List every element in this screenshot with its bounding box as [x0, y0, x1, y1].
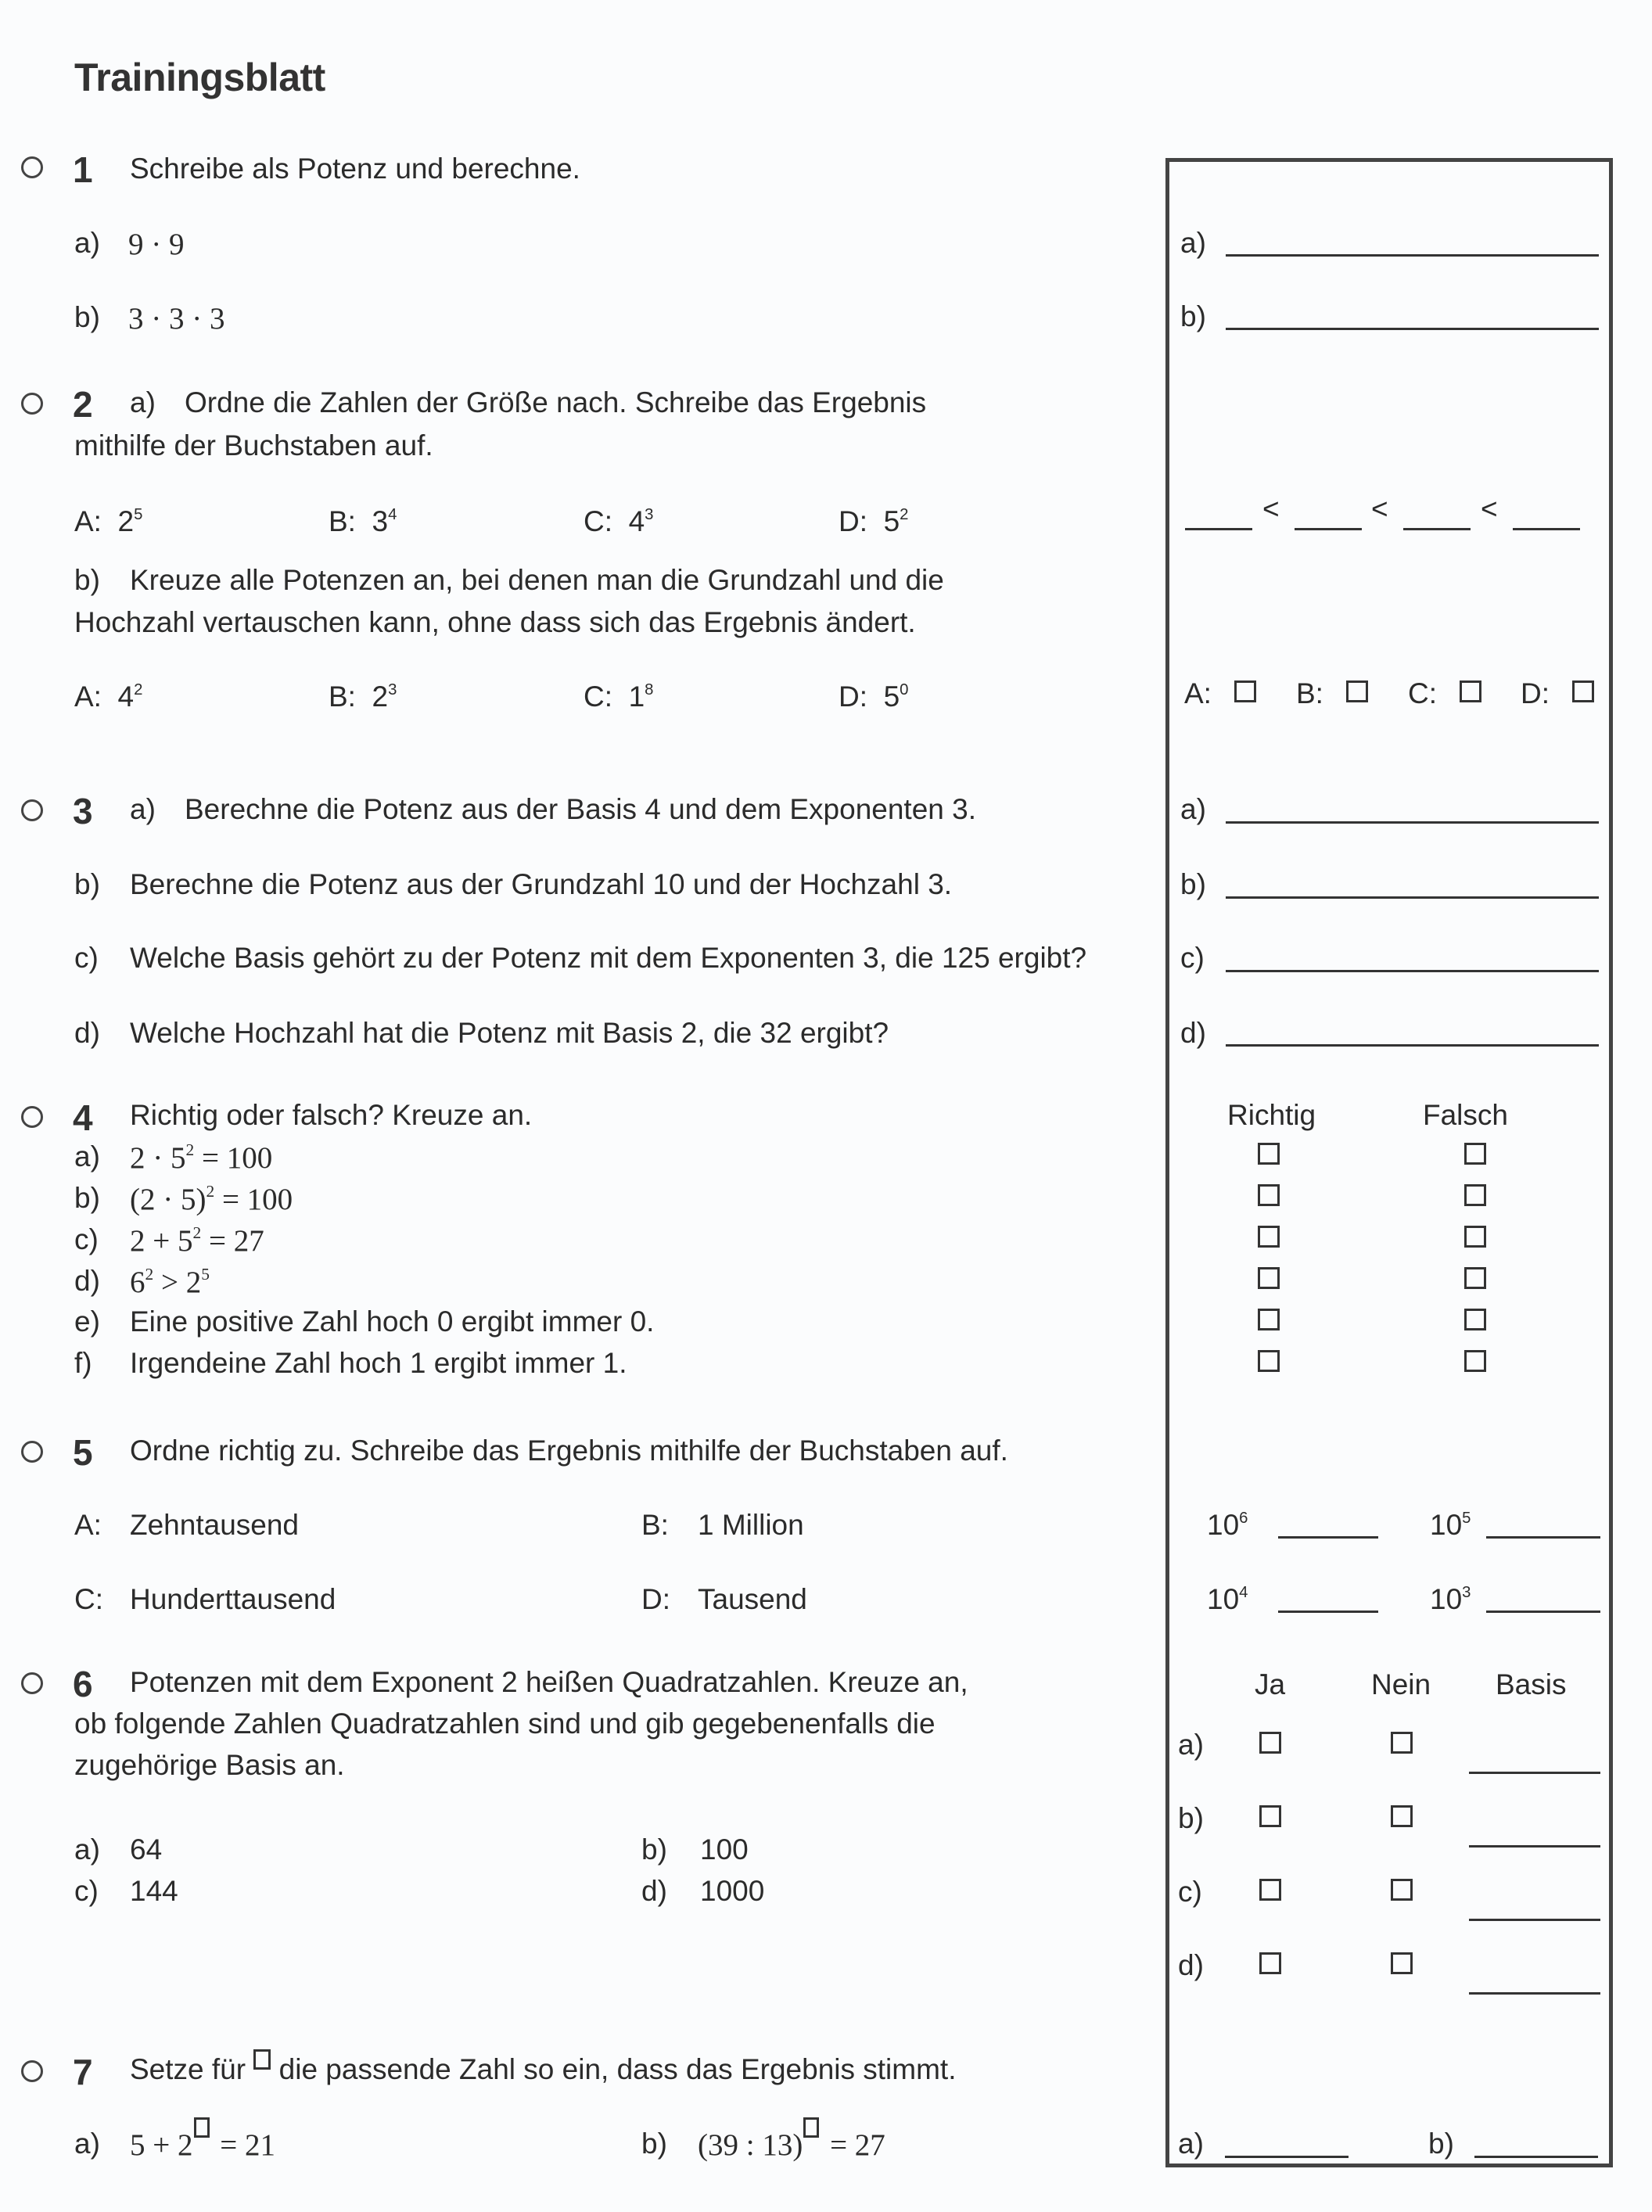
- column-header-falsch: Falsch: [1423, 1099, 1508, 1131]
- task-6d-nein-checkbox[interactable]: [1391, 1952, 1413, 1974]
- task-4b-label: b): [74, 1182, 100, 1214]
- task-4f-falsch-checkbox[interactable]: [1464, 1350, 1486, 1372]
- task-1a-label: a): [74, 227, 100, 259]
- answer-7a-field[interactable]: [1225, 2156, 1349, 2158]
- task-3c-text: Welche Basis gehört zu der Potenz mit dem Exponenten 3, die 125 ergibt?: [130, 942, 1087, 974]
- answer-3b-field[interactable]: [1226, 896, 1599, 899]
- task-6b-value: 100: [700, 1833, 749, 1865]
- order-slot-1[interactable]: [1185, 528, 1252, 530]
- answer-2b-label-b: B:: [1296, 677, 1323, 709]
- task-4e-text: Eine positive Zahl hoch 0 ergibt immer 0.: [130, 1305, 655, 1338]
- answer-3d-label: d): [1180, 1017, 1206, 1049]
- task-7-checkbox-circle[interactable]: [21, 2060, 43, 2082]
- task-2a-option-b: B: $3^4$: [329, 505, 397, 537]
- answer-1b-field[interactable]: [1226, 328, 1599, 330]
- answer-2b-checkbox-a[interactable]: [1234, 680, 1256, 702]
- task-2a-label: a): [130, 386, 156, 418]
- task-2b-option-c: C: $1^8$: [584, 680, 654, 713]
- task-5-option-d-text: Tausend: [698, 1583, 807, 1615]
- task-6c-label: c): [74, 1875, 99, 1907]
- task-4e-falsch-checkbox[interactable]: [1464, 1309, 1486, 1330]
- answer-2b-checkbox-b[interactable]: [1346, 680, 1368, 702]
- task-6c-value: 144: [130, 1875, 178, 1907]
- task-4f-text: Irgendeine Zahl hoch 1 ergibt immer 1.: [130, 1347, 627, 1379]
- task-2-number: 2: [73, 384, 93, 425]
- answer-7b-field[interactable]: [1474, 2156, 1598, 2158]
- answer-3c-label: c): [1180, 942, 1205, 974]
- task-6d-basis-field[interactable]: [1469, 1992, 1600, 1995]
- task-2a-option-d: D: $5^2$: [839, 505, 909, 537]
- task-6d-label: d): [641, 1875, 667, 1907]
- task-2-checkbox-circle[interactable]: [21, 393, 43, 415]
- column-header-basis: Basis: [1496, 1668, 1567, 1700]
- task-6b-basis-field[interactable]: [1469, 1845, 1600, 1848]
- task-5-option-c-text: Hunderttausend: [130, 1583, 336, 1615]
- task-4b-richtig-checkbox[interactable]: [1258, 1184, 1280, 1206]
- answer-box: [1165, 158, 1613, 2167]
- task-3-checkbox-circle[interactable]: [21, 799, 43, 821]
- task-7b-label: b): [641, 2128, 667, 2160]
- task-1b-expr: 3 · 3 · 3: [128, 302, 225, 336]
- task-4c-expr: $2 + 5^2 = 27$: [130, 1223, 264, 1258]
- task-5-checkbox-circle[interactable]: [21, 1441, 43, 1463]
- power-10-6: $10^6$: [1207, 1509, 1248, 1541]
- task-6b-ja-checkbox[interactable]: [1259, 1805, 1281, 1827]
- task-3d-text: Welche Hochzahl hat die Potenz mit Basis 2, die 32 ergibt?: [130, 1017, 889, 1049]
- task-4-checkbox-circle[interactable]: [21, 1106, 43, 1128]
- placeholder-box-icon: [253, 2049, 271, 2070]
- answer-5-power5-field[interactable]: [1486, 1536, 1600, 1539]
- task-6-text-line2: ob folgende Zahlen Quadratzahlen sind und gib gegebenenfalls die: [74, 1707, 936, 1740]
- task-6a-basis-field[interactable]: [1469, 1772, 1600, 1774]
- answer-7b-label: b): [1428, 2128, 1454, 2160]
- column-header-ja: Ja: [1255, 1668, 1286, 1700]
- task-1-number: 1: [73, 149, 93, 190]
- task-6c-basis-field[interactable]: [1469, 1919, 1600, 1921]
- task-7a-label: a): [74, 2128, 100, 2160]
- page-title: Trainingsblatt: [74, 56, 325, 99]
- task-3-number: 3: [73, 791, 93, 831]
- task-3b-text: Berechne die Potenz aus der Grundzahl 10 und der Hochzahl 3.: [130, 868, 953, 900]
- task-2a-text-line2: mithilfe der Buchstaben auf.: [74, 429, 433, 461]
- less-than-2: <: [1371, 493, 1388, 525]
- task-5-option-b-letter: B:: [641, 1509, 669, 1541]
- task-4a-expr: $2 \cdot 5^2 = 100$: [130, 1140, 273, 1175]
- answer-2b-label-c: C:: [1408, 677, 1437, 709]
- task-2b-option-d: D: $5^0$: [839, 680, 909, 713]
- task-4e-richtig-checkbox[interactable]: [1258, 1309, 1280, 1330]
- answer-1a-field[interactable]: [1226, 254, 1599, 257]
- column-header-nein: Nein: [1371, 1668, 1431, 1700]
- power-10-3: $10^3$: [1430, 1583, 1471, 1615]
- task-5-option-a-letter: A:: [74, 1509, 102, 1541]
- answer-1b-label: b): [1180, 300, 1206, 332]
- task-1-instruction: Schreibe als Potenz und berechne.: [130, 153, 580, 185]
- task-6d-value: 1000: [700, 1875, 765, 1907]
- answer-3a-label: a): [1180, 793, 1206, 825]
- task-4d-expr: $6^2 > 2^5$: [130, 1264, 210, 1299]
- task-6a-label: a): [74, 1833, 100, 1865]
- answer-1a-label: a): [1180, 227, 1206, 259]
- task-6b-label: b): [641, 1833, 667, 1865]
- answer-6d-label: d): [1178, 1949, 1204, 1981]
- power-10-5: $10^5$: [1430, 1509, 1471, 1541]
- task-5-option-b-text: 1 Million: [698, 1509, 804, 1541]
- answer-2b-label-d: D:: [1521, 677, 1550, 709]
- answer-2b-checkbox-c[interactable]: [1460, 680, 1481, 702]
- task-6c-ja-checkbox[interactable]: [1259, 1879, 1281, 1901]
- task-7b-expr: (39 : 13) = 27: [698, 2128, 885, 2163]
- exponent-placeholder-icon: [194, 2117, 210, 2138]
- task-2b-text-line1: Kreuze alle Potenzen an, bei denen man die Grundzahl und die: [130, 564, 944, 596]
- answer-5-power4-field[interactable]: [1278, 1611, 1378, 1613]
- less-than-3: <: [1481, 493, 1498, 525]
- answer-6c-label: c): [1178, 1876, 1202, 1908]
- answer-2b-checkbox-d[interactable]: [1572, 680, 1594, 702]
- task-5-instruction: Ordne richtig zu. Schreibe das Ergebnis mithilfe der Buchstaben auf.: [130, 1435, 1008, 1467]
- task-3c-label: c): [74, 942, 99, 974]
- task-2b-label: b): [74, 564, 100, 596]
- task-2a-option-c: C: $4^3$: [584, 505, 654, 537]
- exponent-placeholder-icon: [803, 2117, 819, 2138]
- task-2a-option-a: A: $2^5$: [74, 505, 143, 537]
- task-4c-falsch-checkbox[interactable]: [1464, 1226, 1486, 1248]
- answer-5-power3-field[interactable]: [1486, 1611, 1600, 1613]
- task-7-instruction: Setze für die passende Zahl so ein, dass das Ergebnis stimmt.: [130, 2055, 956, 2084]
- task-4-instruction: Richtig oder falsch? Kreuze an.: [130, 1099, 533, 1131]
- column-header-richtig: Richtig: [1227, 1099, 1316, 1131]
- task-1-checkbox-circle[interactable]: [21, 156, 43, 178]
- task-6a-ja-checkbox[interactable]: [1259, 1732, 1281, 1754]
- task-6-text-line1: Potenzen mit dem Exponent 2 heißen Quadratzahlen. Kreuze an,: [130, 1666, 968, 1698]
- task-4d-label: d): [74, 1265, 100, 1297]
- answer-3d-field[interactable]: [1226, 1044, 1599, 1047]
- task-6b-nein-checkbox[interactable]: [1391, 1805, 1413, 1827]
- task-6-checkbox-circle[interactable]: [21, 1672, 43, 1694]
- task-7-number: 7: [73, 2052, 93, 2092]
- task-4c-richtig-checkbox[interactable]: [1258, 1226, 1280, 1248]
- answer-7a-label: a): [1178, 2128, 1204, 2160]
- task-2b-option-a: A: $4^2$: [74, 680, 143, 713]
- task-1a-expr: 9 · 9: [128, 228, 185, 261]
- task-4b-falsch-checkbox[interactable]: [1464, 1184, 1486, 1206]
- order-slot-2[interactable]: [1295, 528, 1362, 530]
- task-2b-text-line2: Hochzahl vertauschen kann, ohne dass sich das Ergebnis ändert.: [74, 606, 916, 638]
- less-than-1: <: [1262, 493, 1280, 525]
- answer-6a-label: a): [1178, 1729, 1204, 1761]
- power-10-4: $10^4$: [1207, 1583, 1248, 1615]
- answer-5-power6-field[interactable]: [1278, 1536, 1378, 1539]
- task-5-number: 5: [73, 1432, 93, 1473]
- task-4f-label: f): [74, 1347, 92, 1379]
- task-3a-label: a): [130, 793, 156, 825]
- task-4d-richtig-checkbox[interactable]: [1258, 1267, 1280, 1289]
- task-4d-falsch-checkbox[interactable]: [1464, 1267, 1486, 1289]
- task-4c-label: c): [74, 1223, 99, 1255]
- order-slot-4[interactable]: [1513, 528, 1580, 530]
- task-4b-expr: $(2 \cdot 5)^2 = 100$: [130, 1181, 293, 1216]
- task-4-number: 4: [73, 1097, 93, 1138]
- task-1b-label: b): [74, 301, 100, 333]
- answer-3c-field[interactable]: [1226, 970, 1599, 972]
- task-3b-label: b): [74, 868, 100, 900]
- task-3d-label: d): [74, 1017, 100, 1049]
- answer-2b-label-a: A:: [1184, 677, 1212, 709]
- task-4a-richtig-checkbox[interactable]: [1258, 1143, 1280, 1165]
- task-6a-nein-checkbox[interactable]: [1391, 1732, 1413, 1754]
- task-2a-text-line1: Ordne die Zahlen der Größe nach. Schreibe das Ergebnis: [185, 386, 927, 418]
- task-5-option-d-letter: D:: [641, 1583, 670, 1615]
- task-5-option-c-letter: C:: [74, 1583, 103, 1615]
- task-4f-richtig-checkbox[interactable]: [1258, 1350, 1280, 1372]
- task-5-option-a-text: Zehntausend: [130, 1509, 300, 1541]
- task-3a-text: Berechne die Potenz aus der Basis 4 und dem Exponenten 3.: [185, 793, 977, 825]
- task-6-text-line3: zugehörige Basis an.: [74, 1749, 345, 1781]
- task-2b-option-b: B: $2^3$: [329, 680, 397, 713]
- answer-3a-field[interactable]: [1226, 821, 1599, 824]
- answer-6b-label: b): [1178, 1802, 1204, 1834]
- task-6d-ja-checkbox[interactable]: [1259, 1952, 1281, 1974]
- order-slot-3[interactable]: [1403, 528, 1471, 530]
- task-4a-falsch-checkbox[interactable]: [1464, 1143, 1486, 1165]
- task-4e-label: e): [74, 1305, 100, 1338]
- task-6a-value: 64: [130, 1833, 163, 1865]
- task-4a-label: a): [74, 1140, 100, 1172]
- task-6-number: 6: [73, 1664, 93, 1704]
- task-7a-expr: 5 + 2 = 21: [130, 2128, 275, 2163]
- task-6c-nein-checkbox[interactable]: [1391, 1879, 1413, 1901]
- answer-3b-label: b): [1180, 868, 1206, 900]
